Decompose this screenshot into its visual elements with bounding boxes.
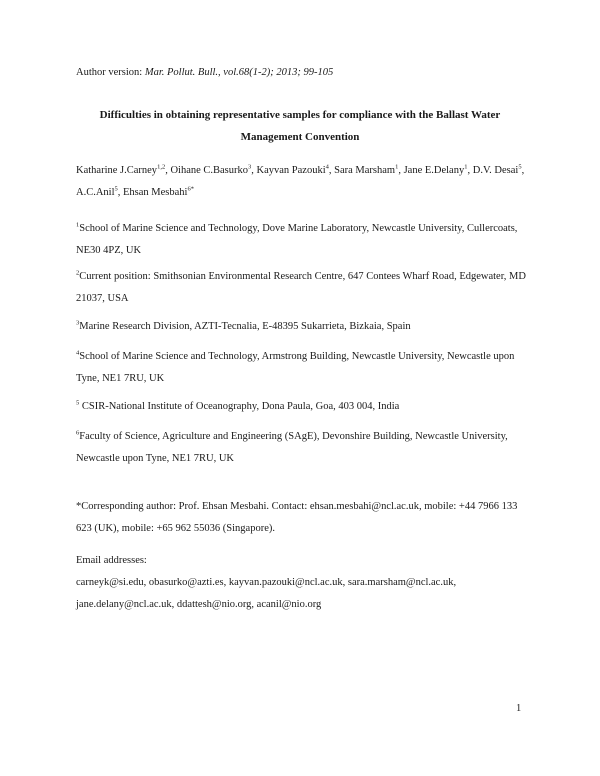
affiliation-text: Faculty of Science, Agriculture and Engineering (SAgE), Devonshire Building, Newcastle University, Newcastle upon Tyne, NE1 7RU, UK (76, 431, 508, 464)
affiliation-1 (76, 218, 526, 262)
affiliation-number: 2 (76, 269, 80, 277)
author-name: Ehsan Mesbahi (123, 187, 188, 198)
affiliation-text: Current position: Smithsonian Environmental Research Centre, 647 Contees Wharf Road, Edgewater, MD 21037, USA (76, 271, 526, 304)
affiliation-text: School of Marine Science and Technology, Dove Marine Laboratory, Newcastle University, Cullercoats, NE30 4PZ, UK (76, 223, 518, 256)
author-affiliation-mark: 5 (114, 185, 118, 193)
affiliation-text: CSIR-National Institute of Oceanography, Dona Paula, Goa, 403 004, India (79, 401, 400, 412)
journal-citation: Mar. Pollut. Bull., vol.68(1-2); 2013; 99-105 (144, 67, 334, 78)
author-affiliation-mark: 1,2 (157, 163, 166, 171)
affiliation-number: 1 (76, 221, 80, 229)
paper-title (60, 104, 540, 148)
title-line-1: Difficulties in obtaining representative samples for compliance with the Ballast Water (99, 109, 501, 121)
author-version-prefix: Author version: (76, 67, 145, 78)
author-name: Oihane C.Basurko (170, 165, 249, 176)
corresponding-author: *Corresponding author: Prof. Ehsan Mesbahi. Contact: ehsan.mesbahi@ncl.ac.uk, mobile: +44 7966 133 623 (UK), mobile: +65 962 55036 (Singapore). (76, 501, 518, 534)
affiliation-text: School of Marine Science and Technology, Armstrong Building, Newcastle University, Newcastle upon Tyne, NE1 7RU, UK (76, 351, 515, 384)
title-line-2: Management Convention (240, 131, 360, 143)
author-name: Kayvan Pazouki (256, 165, 326, 176)
page-number: 1 (516, 703, 522, 714)
author-name: Katharine J.Carney (76, 165, 158, 176)
author-affiliation-mark: 3 (248, 163, 252, 171)
author-affiliation-mark: 1 (395, 163, 399, 171)
affiliation-number: 3 (76, 319, 80, 327)
author-list: Katharine J.Carney$^{1,2}$, Oihane C.Basurko$^3$, Kayvan Pazouki$^4$, Sara Marsham$^1$, Jane E.Delany$^1$, D.V. Desai$^5$, A.C.Anil$^5$, Ehsan Mesbahi$^{6*}$ (76, 163, 525, 198)
author-name: Sara Marsham (334, 165, 396, 176)
author-name: Jane E.Delany (403, 165, 465, 176)
affiliation-4 (76, 346, 526, 390)
affiliation-3 (76, 316, 526, 338)
author-affiliation-mark: 5 (518, 163, 522, 171)
author-name: D.V. Desai (472, 165, 519, 176)
author-version-line (76, 62, 333, 84)
author-affiliation-mark: 1 (464, 163, 468, 171)
author-affiliation-mark: 4 (325, 163, 329, 171)
affiliation-number: 4 (76, 349, 80, 357)
author-name: A.C.Anil (76, 187, 115, 198)
affiliation-5 (76, 396, 526, 418)
affiliation-2 (76, 266, 526, 310)
affiliation-6 (76, 426, 526, 470)
author-affiliation-mark: 6* (187, 185, 194, 193)
email-heading: Email addresses: (76, 555, 147, 566)
affiliation-number: 5 (76, 399, 80, 407)
email-addresses: carneyk@si.edu, obasurko@azti.es, kayvan.pazouki@ncl.ac.uk, sara.marsham@ncl.ac.uk, jane.delany@ncl.ac.uk, ddattesh@nio.org, acanil@nio.org (76, 577, 457, 610)
affiliation-text: Marine Research Division, AZTI-Tecnalia, E-48395 Sukarrieta, Bizkaia, Spain (79, 321, 411, 332)
affiliation-number: 6 (76, 429, 80, 437)
